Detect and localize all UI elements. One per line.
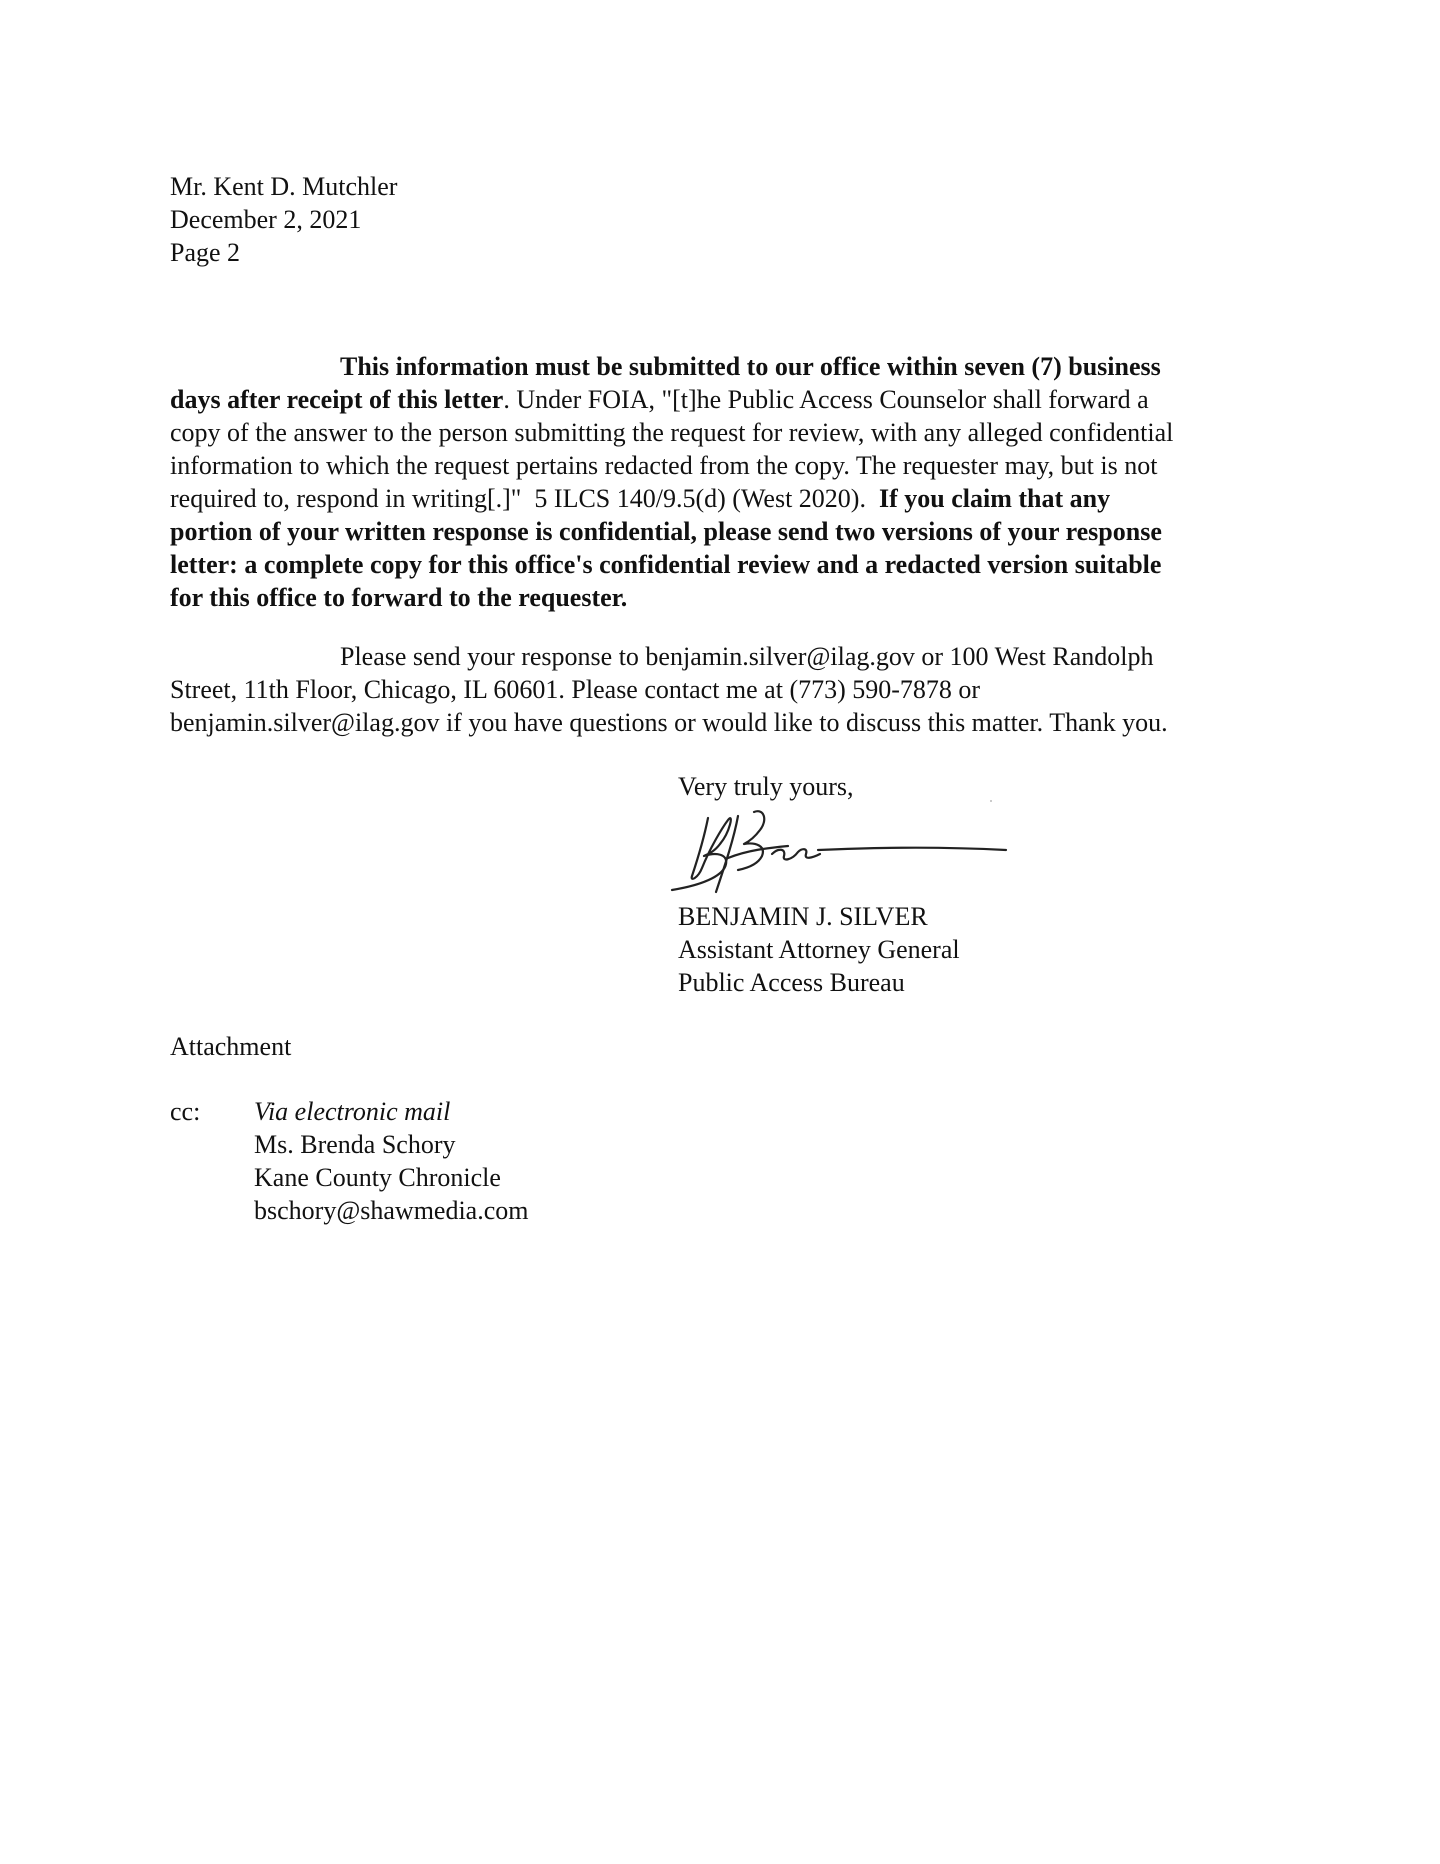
signer-title: Assistant Attorney General bbox=[678, 935, 960, 964]
cc-label: cc: bbox=[170, 1097, 201, 1126]
paragraph-line: benjamin.silver@ilag.gov if you have questions or would like to discuss this matter. Thank you. bbox=[170, 708, 1168, 737]
bold-text: portion of your written response is confidential, please send two versions of your response bbox=[170, 517, 1162, 546]
cc-method: Via electronic mail bbox=[254, 1097, 451, 1126]
cc-name: Ms. Brenda Schory bbox=[254, 1130, 456, 1159]
bold-text: letter: a complete copy for this office's confidential review and a redacted version suitable bbox=[170, 550, 1162, 579]
bold-text: If you claim that any bbox=[878, 484, 1111, 513]
paragraph-line: Please send your response to benjamin.silver@ilag.gov or 100 West Randolph bbox=[340, 642, 1154, 671]
letter-date: December 2, 2021 bbox=[170, 205, 362, 234]
paragraph-line: copy of the answer to the person submitting the request for review, with any alleged confidential bbox=[170, 418, 1174, 447]
handwritten-signature bbox=[668, 798, 1008, 898]
cc-email: bschory@shawmedia.com bbox=[254, 1196, 529, 1225]
cc-organization: Kane County Chronicle bbox=[254, 1163, 501, 1192]
recipient-name: Mr. Kent D. Mutchler bbox=[170, 172, 398, 201]
closing-salutation: Very truly yours, bbox=[678, 772, 854, 801]
bold-text: for this office to forward to the requester. bbox=[170, 583, 628, 612]
bold-text: This information must be submitted to our office within seven (7) business bbox=[340, 352, 1161, 381]
paragraph-line bbox=[170, 581, 1285, 614]
paragraph-line bbox=[170, 515, 1285, 548]
bold-text: days after receipt of this letter bbox=[170, 385, 504, 414]
plain-text: required to, respond in writing[.]" 5 ILCS 140/9.5(d) (West 2020). bbox=[170, 484, 879, 513]
paragraph-line bbox=[170, 548, 1285, 581]
paragraph-line: information to which the request pertains redacted from the copy. The requester may, but is not bbox=[170, 451, 1158, 480]
letter-header bbox=[170, 170, 1070, 269]
attachment-note: Attachment bbox=[170, 1032, 292, 1061]
paragraph-line bbox=[170, 482, 1285, 515]
page-number: Page 2 bbox=[170, 238, 241, 267]
paragraph-line: Street, 11th Floor, Chicago, IL 60601. Please contact me at (773) 590-7878 or bbox=[170, 675, 981, 704]
cc-recipient bbox=[254, 1095, 529, 1227]
plain-text: . Under FOIA, "[t]he Public Access Counselor shall forward a bbox=[503, 385, 1149, 414]
signer-bureau: Public Access Bureau bbox=[678, 968, 905, 997]
paragraph-line bbox=[170, 383, 1285, 416]
contact-paragraph bbox=[170, 640, 1285, 739]
paragraph-line bbox=[170, 350, 1285, 383]
signature-block bbox=[678, 900, 960, 999]
signer-name: BENJAMIN J. SILVER bbox=[678, 902, 928, 931]
submission-paragraph bbox=[170, 350, 1285, 614]
